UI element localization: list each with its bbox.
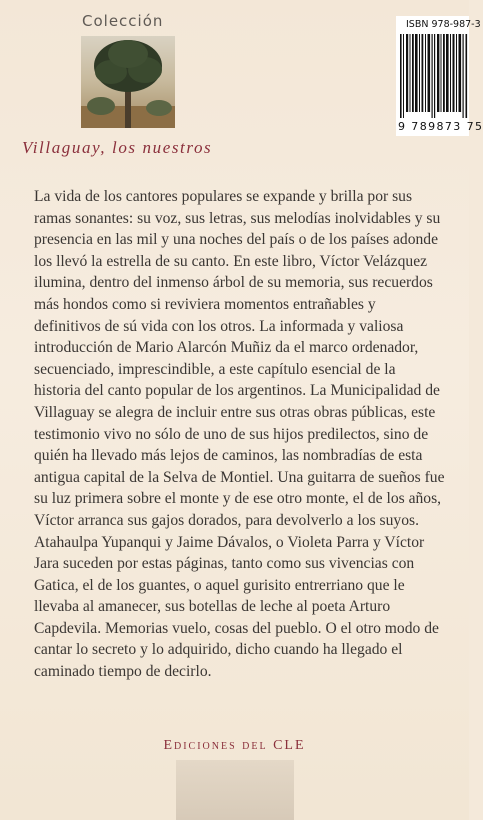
series-title: Villaguay, los nuestros [22, 138, 213, 157]
barcode-bars-icon [400, 34, 469, 118]
publisher-name: Ediciones del CLE [163, 738, 306, 753]
palm-tree-photo [81, 36, 175, 128]
isbn-barcode [396, 16, 483, 136]
isbn-digits: 9 789873 75 [398, 120, 483, 133]
spine-shadow [176, 760, 294, 820]
collection-label: Colección [82, 12, 164, 30]
isbn-label: ISBN 978-987-3 [406, 19, 481, 30]
back-cover-blurb: La vida de los cantores populares se expande y brilla por sus ramas sonantes: su voz, sus letras, sus melodías inolvidables y su presencia en las mil y una noches del país o de los países adonde los llevó la estrella de su canto. En este libro, Víctor Velázquez ilumina, dentro del inmenso árbol de su memoria, sus recuerdos más hondos como si reviviera momentos entrañables y definitivos de sú vida con los otros. La informada y valiosa introducción de Mario Alarcón Muñiz da el marco ordenador, secuenciado, imprescindible, a este capítulo esencial de la historia del canto popular de los argentinos. La Municipalidad de Villaguay se alegra de incluir entre sus otras obras públicas, este testimonio vivo no sólo de uno de sus hijos predilectos, sino de quién ha llevado más lejos de caminos, las nombradías de esta antigua capital de la Selva de Montiel. Una guitarra de sueños fue su luz primera sobre el monte y de ese otro monte, el de los años, Víctor arranca sus gajos dorados, para devolverlo a los suyos. Atahaulpa Yupanqui y Jaime Dávalos, o Violeta Parra y Víctor Jara suceden por estas páginas, tanto como sus vivencias con Gatica, el de los guantes, o aquel gurisito entrerriano que le llevaba al amanecer, sus botellas de leche al poeta Arturo Capdevila. Memorias vuelo, cosas del pueblo. O el otro modo de cantar lo secreto y lo adquirido, dicho cuando ha llegado el caminado tiempo de decirlo. [34, 188, 445, 681]
